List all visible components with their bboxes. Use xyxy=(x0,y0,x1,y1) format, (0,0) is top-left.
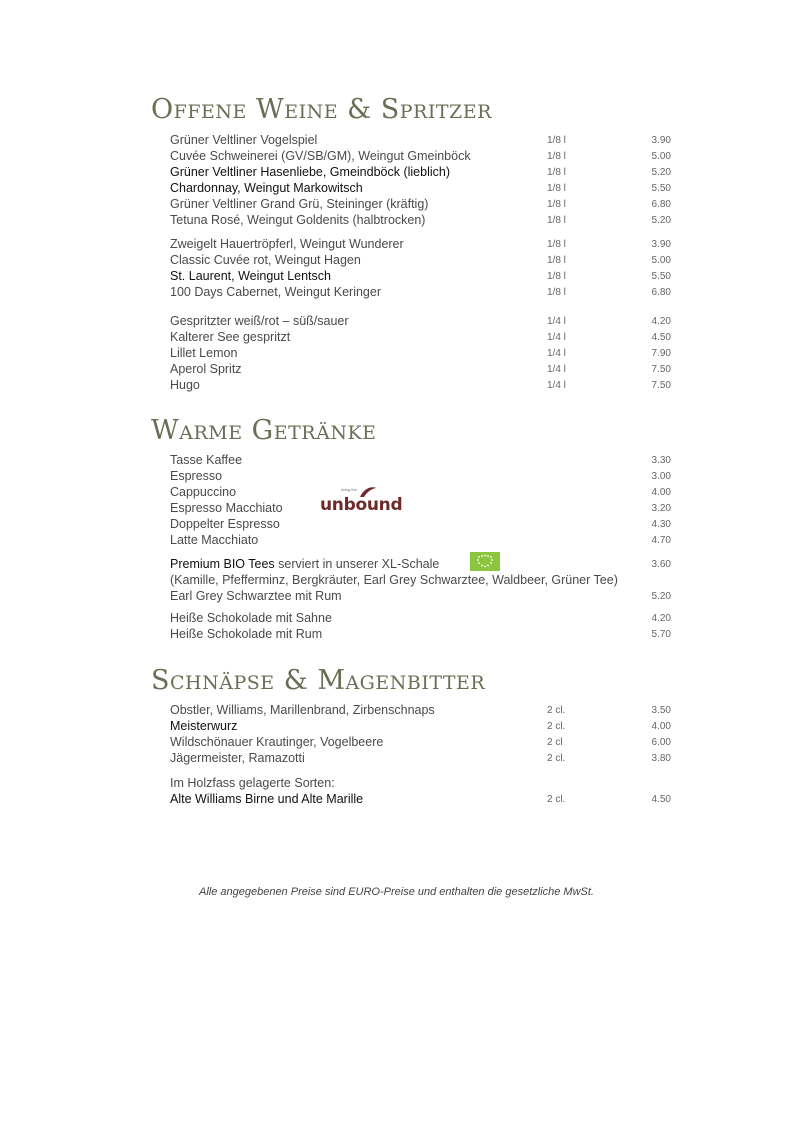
eu-organic-leaf-icon xyxy=(470,552,500,571)
menu-item xyxy=(170,452,680,468)
menu-item xyxy=(170,252,680,268)
menu-item xyxy=(170,148,680,164)
item-size: 1/8 l xyxy=(547,239,566,250)
item-price: 3.00 xyxy=(651,471,671,482)
item-price: 3.90 xyxy=(651,239,671,250)
menu-item xyxy=(170,500,680,516)
item-size: 1/8 l xyxy=(547,151,566,162)
item-price: 4.50 xyxy=(651,794,671,805)
item-price: 4.50 xyxy=(651,332,671,343)
item-price: 5.00 xyxy=(651,255,671,266)
item-name: Jägermeister, Ramazotti xyxy=(170,751,305,765)
item-name: Heiße Schokolade mit Sahne xyxy=(170,611,332,625)
item-name-strong: Premium BIO Tees xyxy=(170,557,275,571)
item-size: 2 cl. xyxy=(547,721,566,732)
item-name: Tasse Kaffee xyxy=(170,453,243,467)
item-price: 5.70 xyxy=(651,629,671,640)
item-price: 6.00 xyxy=(651,737,671,748)
item-price: 3.60 xyxy=(651,559,671,570)
section-title-schnaps: Schnäpse & Magenbitter xyxy=(151,665,486,696)
item-name: Latte Macchiato xyxy=(170,533,259,547)
menu-item xyxy=(170,313,680,329)
logo-wordmark: unbound xyxy=(320,495,403,515)
menu-item xyxy=(170,588,680,604)
item-price: 4.70 xyxy=(651,535,671,546)
menu-item xyxy=(170,345,680,361)
item-size: 1/8 l xyxy=(547,271,566,282)
item-name: Cuvée Schweinerei (GV/SB/GM), Weingut Gmeinböck xyxy=(170,149,471,163)
item-name: Chardonnay, Weingut Markowitsch xyxy=(170,181,363,195)
item-price: 4.20 xyxy=(651,316,671,327)
item-name-suffix: serviert in unserer XL-Schale xyxy=(274,557,440,571)
item-price: 7.90 xyxy=(651,348,671,359)
item-name: Gespritzter weiß/rot – süß/sauer xyxy=(170,314,349,328)
item-price: 7.50 xyxy=(651,364,671,375)
menu-item xyxy=(170,180,680,196)
item-name: Cappuccino xyxy=(170,485,237,499)
menu-item xyxy=(170,626,680,642)
item-name: Hugo xyxy=(170,378,200,392)
item-price: 3.20 xyxy=(651,503,671,514)
item-name: Tetuna Rosé, Weingut Goldenits (halbtrocken) xyxy=(170,213,426,227)
menu-item xyxy=(170,556,680,572)
item-name: Grüner Veltliner Grand Grü, Steininger (kräftig) xyxy=(170,197,429,211)
item-price: 3.50 xyxy=(651,705,671,716)
item-size: 2 cl. xyxy=(547,705,566,716)
item-size: 2 cl. xyxy=(547,794,566,805)
menu-item xyxy=(170,284,680,300)
item-name: (Kamille, Pfefferminz, Bergkräuter, Earl Grey Schwarztee, Waldbeer, Grüner Tee) xyxy=(170,573,618,587)
item-price: 5.00 xyxy=(651,151,671,162)
item-price: 4.00 xyxy=(651,487,671,498)
menu-item xyxy=(170,516,680,532)
menu-item xyxy=(170,610,680,626)
item-name: 100 Days Cabernet, Weingut Keringer xyxy=(170,285,381,299)
logo-tagline: living the xyxy=(341,487,357,492)
item-size: 1/8 l xyxy=(547,135,566,146)
item-price: 4.00 xyxy=(651,721,671,732)
item-name: Doppelter Espresso xyxy=(170,517,280,531)
item-price: 4.30 xyxy=(651,519,671,530)
item-price: 5.50 xyxy=(651,271,671,282)
item-name: Earl Grey Schwarztee mit Rum xyxy=(170,589,342,603)
item-name: Zweigelt Hauertröpferl, Weingut Wunderer xyxy=(170,237,404,251)
item-name: Aperol Spritz xyxy=(170,362,242,376)
item-name: Wildschönauer Krautinger, Vogelbeere xyxy=(170,735,384,749)
menu-item xyxy=(170,212,680,228)
section-title-warm-drinks: Warme Getränke xyxy=(151,415,377,446)
item-size: 1/8 l xyxy=(547,183,566,194)
item-name: Espresso Macchiato xyxy=(170,501,283,515)
item-name: Im Holzfass gelagerte Sorten: xyxy=(170,776,335,790)
item-size: 1/4 l xyxy=(547,348,566,359)
item-price: 5.20 xyxy=(651,591,671,602)
menu-item xyxy=(170,791,680,807)
item-name: Alte Williams Birne und Alte Marille xyxy=(170,792,364,806)
item-name: Obstler, Williams, Marillenbrand, Zirbenschnaps xyxy=(170,703,435,717)
item-price: 3.30 xyxy=(651,455,671,466)
item-size: 2 cl xyxy=(547,737,563,748)
menu-item xyxy=(170,484,680,500)
section-title-wine: Offene Weine & Spritzer xyxy=(151,94,492,125)
menu-item xyxy=(170,164,680,180)
item-size: 1/8 l xyxy=(547,199,566,210)
item-name xyxy=(170,556,439,572)
item-price: 7.50 xyxy=(651,380,671,391)
item-price: 6.80 xyxy=(651,199,671,210)
item-price: 6.80 xyxy=(651,287,671,298)
menu-item xyxy=(170,361,680,377)
item-price: 4.20 xyxy=(651,613,671,624)
item-name: St. Laurent, Weingut Lentsch xyxy=(170,269,331,283)
item-size: 1/8 l xyxy=(547,255,566,266)
item-price: 5.20 xyxy=(651,167,671,178)
item-price: 5.20 xyxy=(651,215,671,226)
item-size: 1/4 l xyxy=(547,316,566,327)
menu-item xyxy=(170,702,680,718)
item-name: Grüner Veltliner Hasenliebe, Gmeindböck (lieblich) xyxy=(170,165,450,179)
item-size: 1/4 l xyxy=(547,364,566,375)
menu-item xyxy=(170,468,680,484)
item-name: Heiße Schokolade mit Rum xyxy=(170,627,323,641)
item-price: 5.50 xyxy=(651,183,671,194)
menu-item xyxy=(170,268,680,284)
menu-item xyxy=(170,532,680,548)
item-name: Lillet Lemon xyxy=(170,346,238,360)
menu-item xyxy=(170,775,680,791)
menu-item xyxy=(170,196,680,212)
item-size: 1/4 l xyxy=(547,380,566,391)
item-price: 3.80 xyxy=(651,753,671,764)
item-name: Kalterer See gespritzt xyxy=(170,330,291,344)
menu-item xyxy=(170,750,680,766)
menu-item xyxy=(170,572,680,588)
item-name: Meisterwurz xyxy=(170,719,238,733)
item-size: 1/8 l xyxy=(547,167,566,178)
item-size: 1/8 l xyxy=(547,215,566,226)
item-size: 2 cl. xyxy=(547,753,566,764)
menu-item xyxy=(170,132,680,148)
item-price: 3.90 xyxy=(651,135,671,146)
item-size: 1/4 l xyxy=(547,332,566,343)
menu-item xyxy=(170,718,680,734)
unbound-logo xyxy=(318,487,406,517)
menu-item xyxy=(170,734,680,750)
item-name: Classic Cuvée rot, Weingut Hagen xyxy=(170,253,361,267)
menu-item xyxy=(170,329,680,345)
price-footnote: Alle angegebenen Preise sind EURO-Preise und enthalten die gesetzliche MwSt. xyxy=(198,886,594,898)
item-name: Grüner Veltliner Vogelspiel xyxy=(170,133,318,147)
item-name: Espresso xyxy=(170,469,223,483)
menu-item xyxy=(170,377,680,393)
item-size: 1/8 l xyxy=(547,287,566,298)
menu-item xyxy=(170,236,680,252)
